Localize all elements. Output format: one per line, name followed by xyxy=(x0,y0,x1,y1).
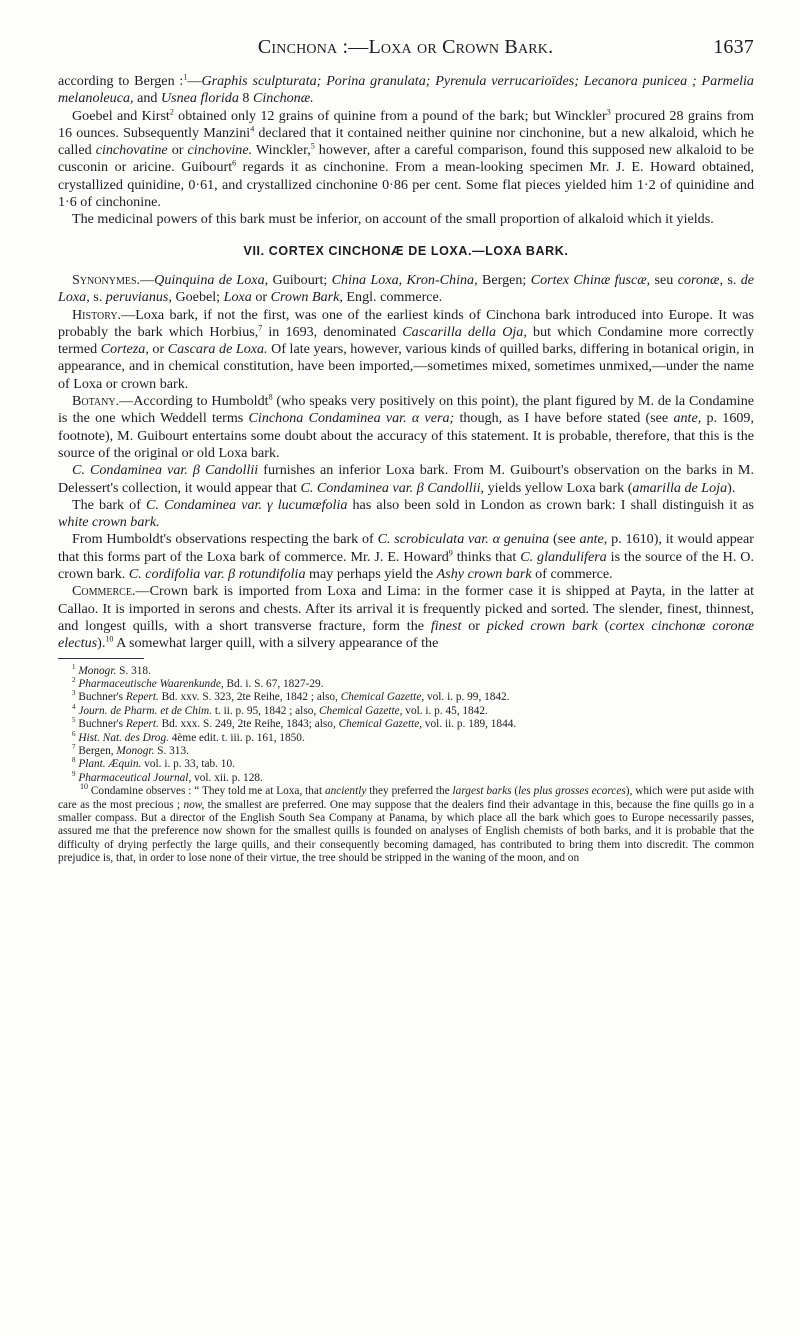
footnote-ref-5[interactable]: 5 xyxy=(310,141,315,151)
paragraph-medicinal-powers: The medicinal powers of this bark must be inferior, on account of the small proportion of alkaloid which it yields. xyxy=(72,211,714,228)
paragraph-botany: Botany.—According to Humboldt$^8$ (who speaks very positively on this point), the plant figured by M. de la Condamine is the one which Weddell terms Cinchona Condaminea var. α vera; though, as I have before stated (see ante, p. 1609, footnote), M. Guibourt entertains some doubt about the accuracy of this statement. It is probable, therefore, that this is the source of the original or old Loxa bark. xyxy=(58,392,755,461)
footnote-ref-3[interactable]: 3 xyxy=(606,106,611,116)
body-text xyxy=(58,73,754,653)
footnote-4: $^4$ Journ. de Pharm. et de Chim. t. ii. p. 95, 1842 ; also, Chemical Gazette, vol. i. p. 45, 1842. xyxy=(72,702,488,717)
footnotes xyxy=(58,662,755,866)
footnote-ref-7[interactable]: 7 xyxy=(258,323,263,333)
footnote-ref-8[interactable]: 8 xyxy=(268,392,273,402)
footnote-rule xyxy=(58,658,144,659)
running-head xyxy=(58,36,754,59)
footnote-5: $^5$ Buchner's Repert. Bd. xxx. S. 249, 2te Reihe, 1843; also, Chemical Gazette, vol. ii. p. 189, 1844. xyxy=(72,716,517,731)
paragraph-synonymes: Synonymes.—Quinquina de Loxa, Guibourt; China Loxa, Kron-China, Bergen; Cortex Chinæ fuscæ, seu coronæ, s. de Loxa, s. peruvianus, Goebel; Loxa or Crown Bark, Engl. commerce. xyxy=(58,271,754,306)
label-commerce: Commerce. xyxy=(72,583,136,600)
footnote-8: $^8$ Plant. Æquin. vol. i. p. 33, tab. 10. xyxy=(72,756,235,771)
footnote-9: $^9$ Pharmaceutical Journal, vol. xii. p. 128. xyxy=(72,769,263,784)
paragraph-candollii: C. Condaminea var. β Candollii furnishes an inferior Loxa bark. From M. Guibourt's observation on the barks in M. Delessert's collection, it would appear that C. Condaminea var. β Candollii, yields yellow Loxa bark (amarilla de Loja). xyxy=(58,462,754,496)
footnote-1: $^1$ Monogr. S. 318. xyxy=(72,662,151,677)
paragraph-scrobiculata: From Humboldt's observations respecting the bark of C. scrobiculata var. α genuina (see ante, p. 1610), it would appear that this forms part of the Loxa bark of commerce. Mr. J. E. Howard$^9$ thinks that C. glandulifera is the source of the H. O. crown bark. C. cordifolia var. β rotundifolia may perhaps yield the Ashy crown bark of commerce. xyxy=(58,531,755,583)
paragraph-chemistry: Goebel and Kirst$^2$ obtained only 12 grains of quinine from a pound of the bark; but Winckler$^3$ procured 28 grains from 16 ounces. Subsequently Manzini$^4$ declared that it contained neither quinine nor cinchonine, but a new alkaloid, which he called cinchovatine or cinchovine. Winckler,$^5$ however, after a careful comparison, found this supposed new alkaloid to be cusconin or aricine. Guibourt$^6$ regards it as cinchonine. From a mean-looking specimen Mr. J. E. Howard obtained, crystallized quinidine, 0·61, and crystallized cinchonine 0·86 per cent. Some flat pieces yielded him 1·2 of quinidine and 1·6 of cinchonine. xyxy=(58,106,754,211)
footnote-2: $^2$ Pharmaceutische Waarenkunde, Bd. i. S. 67, 1827-29. xyxy=(72,676,324,690)
label-synonymes: Synonymes. xyxy=(72,271,141,288)
footnote-ref-2[interactable]: 2 xyxy=(169,106,174,116)
footnote-ref-9[interactable]: 9 xyxy=(448,548,453,558)
footnote-ref-1[interactable]: 1 xyxy=(183,72,188,82)
footnote-6: $^6$ Hist. Nat. des Drog. 4ème edit. t. iii. p. 161, 1850. xyxy=(72,729,305,744)
footnote-3: $^3$ Buchner's Repert. Bd. xxv. S. 323, 2te Reihe, 1842 ; also, Chemical Gazette, vol. i. p. 99, 1842. xyxy=(72,689,510,704)
label-history: History. xyxy=(72,306,122,323)
paragraph-history: History.—Loxa bark, if not the first, was one of the earliest kinds of Cinchona bark introduced into Europe. It was probably the bark which Horbius,$^7$ in 1693, denominated Cascarilla della Oja, but which Condamine more correctly termed Corteza, or Cascara de Loxa. Of late years, however, various kinds of quilled barks, differing in botanical origin, in appearance, and in chemical constitution, have been imported,—sometimes mixed, sometimes unmixed,—under the name of Loxa or crown bark. xyxy=(58,306,755,392)
label-botany: Botany. xyxy=(72,393,120,410)
footnote-ref-10[interactable]: 10 xyxy=(105,634,114,644)
running-head-title: Cinchona :—Loxa or Crown Bark. xyxy=(257,36,554,58)
paragraph-lichens: according to Bergen :$^1$—Graphis sculpturata; Porina granulata; Pyrenula verrucarioïdes; Lecanora punicea ; Parmelia melanoleuca, and Usnea florida 8 Cinchonæ. xyxy=(58,72,754,107)
paragraph-commerce: Commerce.—Crown bark is imported from Loxa and Lima: in the former case it is shipped at Payta, in the latter at Callao. It is imported in serons and chests. After its arrival it is frequently picked and sorted. The slender, finest, thinnest, and longest quills, with a short transverse fracture, form the finest or picked crown bark (cortex cinchonæ coronæ electus).$^{10}$ A somewhat larger quill, with a silvery appearance of the xyxy=(58,583,754,652)
footnote-10: $^{10}$ Condamine observes : “ They told me at Loxa, that anciently they preferred the largest barks (les plus grosses ecorces), which were put aside with care as the most precious ; now, the smallest are preferred. One may suppose that the dealers find their advantage in this, because the fine quills go in a smaller compass. But a director of the English South Sea Company at Panama, by which place all the bark which goes to Europe necessarily passes, assured me that the preference now shown for the smallest quills is founded on analyses of English chemists of both barks, and it is probable that the difficulty of drying perfectly the large quills, and their consequently becoming damaged, has contributed to bring them into discredit. The common prejudice is, that, in order to lose none of their virtue, the tree should be stripped in the waning of the moon, and on xyxy=(58,782,755,865)
paragraph-lucumaefolia: The bark of C. Condaminea var. γ lucumæfolia has also been sold in London as crown bark: I shall distinguish it as white crown bark. xyxy=(58,496,754,531)
footnote-ref-6[interactable]: 6 xyxy=(232,158,237,168)
section-heading: VII. CORTEX CINCHONÆ DE LOXA.—LOXA BARK. xyxy=(243,243,569,258)
footnote-ref-4[interactable]: 4 xyxy=(250,124,255,134)
page-number: 1637 xyxy=(713,36,754,58)
footnote-7: $^7$ Bergen, Monogr. S. 313. xyxy=(72,743,189,757)
